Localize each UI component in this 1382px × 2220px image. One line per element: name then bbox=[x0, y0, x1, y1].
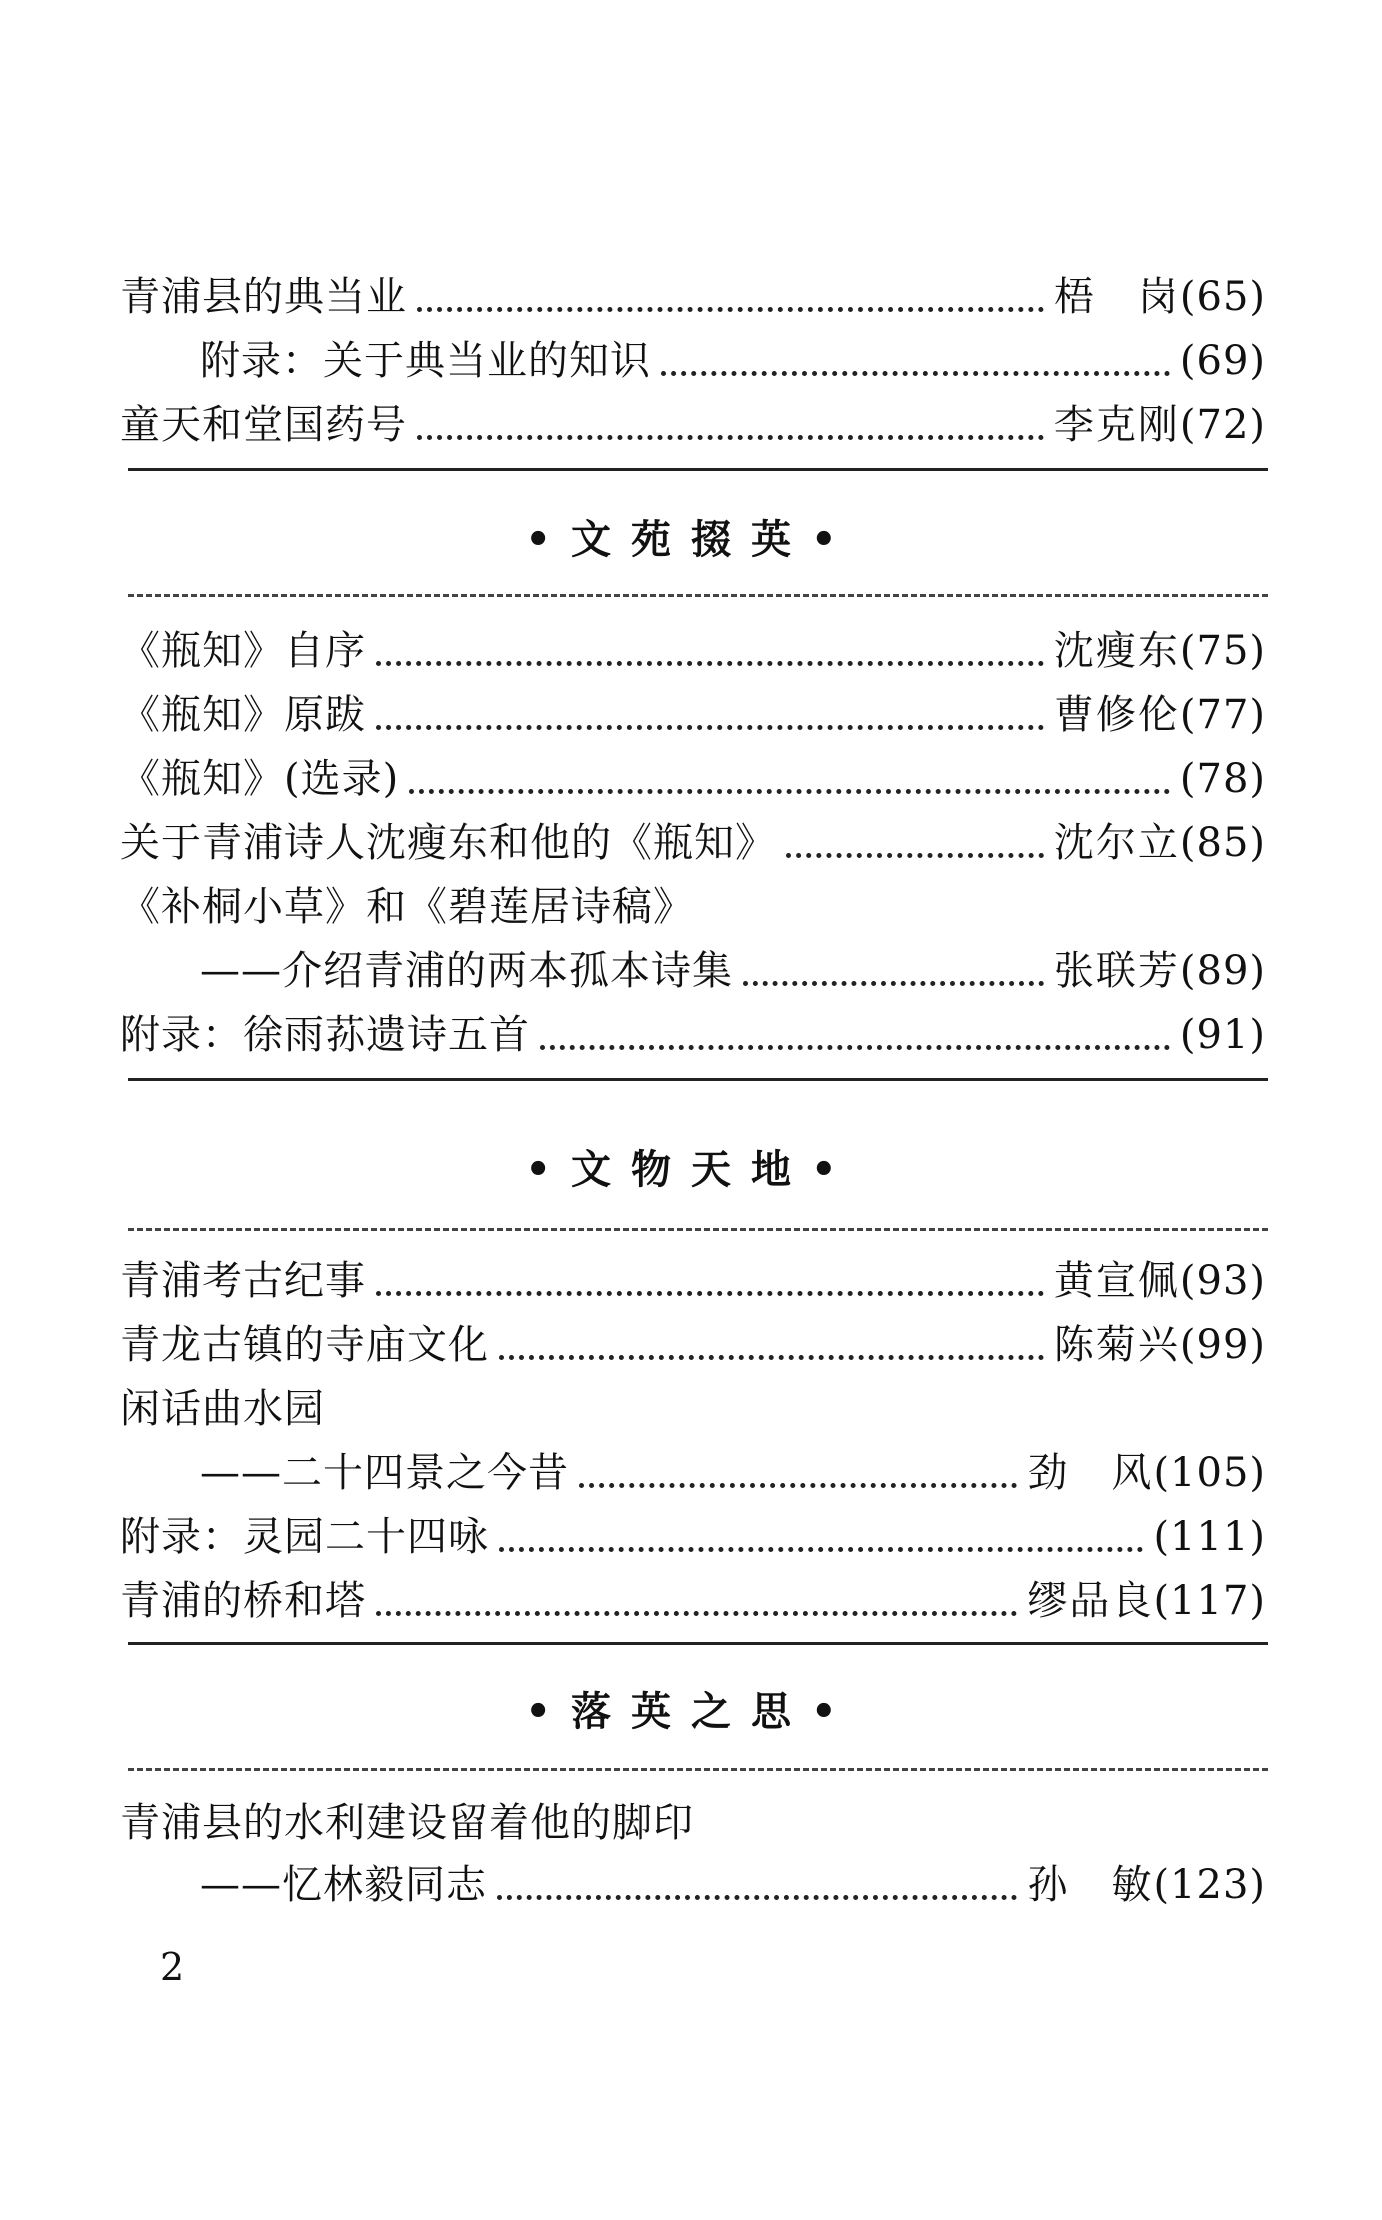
dot-leader bbox=[786, 853, 1044, 858]
section-rule bbox=[128, 1768, 1268, 1771]
entry-title: 关于青浦诗人沈瘦东和他的《瓶知》 bbox=[120, 820, 776, 866]
entry-title: 青浦县的水利建设留着他的脚印 bbox=[120, 1800, 694, 1846]
dot-leader bbox=[499, 1355, 1044, 1360]
toc-entry bbox=[120, 812, 1266, 874]
entry-author: 缪品良 bbox=[1027, 1578, 1154, 1624]
entry-page: (72) bbox=[1179, 402, 1266, 448]
entry-page: (89) bbox=[1179, 948, 1266, 994]
toc-entry bbox=[200, 1442, 1266, 1504]
dot-leader bbox=[497, 1895, 1017, 1900]
entry-title: 青浦县的典当业 bbox=[120, 274, 407, 320]
entry-title: 《瓶知》(选录) bbox=[120, 756, 400, 802]
entry-author: 张联芳 bbox=[1053, 948, 1180, 994]
section-heading-wenwu: •文物天地• bbox=[525, 1147, 857, 1193]
section-rule bbox=[128, 594, 1268, 597]
dot-leader bbox=[579, 1483, 1017, 1488]
entry-page: (93) bbox=[1179, 1258, 1266, 1304]
dot-leader bbox=[376, 1611, 1017, 1616]
toc-entry bbox=[120, 748, 1266, 810]
entry-title: 附录：灵园二十四咏 bbox=[120, 1514, 489, 1560]
toc-entry bbox=[120, 1570, 1266, 1632]
dot-leader bbox=[376, 1291, 1044, 1296]
entry-author: 沈尔立 bbox=[1053, 820, 1180, 866]
dot-leader bbox=[376, 725, 1044, 730]
entry-author: 劲 风 bbox=[1027, 1450, 1154, 1496]
entry-title: 附录：关于典当业的知识 bbox=[200, 338, 651, 384]
entry-title: 青龙古镇的寺庙文化 bbox=[120, 1322, 489, 1368]
section-rule bbox=[128, 1642, 1268, 1645]
dot-leader bbox=[376, 661, 1044, 666]
section-heading-wenyuan: •文苑掇英• bbox=[525, 517, 857, 563]
entry-title: 《瓶知》原跋 bbox=[120, 692, 366, 738]
entry-author: 陈菊兴 bbox=[1053, 1322, 1180, 1368]
page-number: 2 bbox=[160, 1945, 185, 1989]
toc-entry bbox=[120, 1314, 1266, 1376]
entry-subtitle: ——忆林毅同志 bbox=[200, 1862, 487, 1908]
entry-author: 黄宣佩 bbox=[1053, 1258, 1180, 1304]
entry-author: 曹修伦 bbox=[1053, 692, 1180, 738]
toc-entry bbox=[200, 1854, 1266, 1916]
section-rule bbox=[128, 1228, 1268, 1231]
entry-page: (111) bbox=[1153, 1514, 1266, 1560]
section-rule bbox=[128, 468, 1268, 471]
entry-author: 孙 敏 bbox=[1027, 1862, 1154, 1908]
entry-subtitle: ——二十四景之今昔 bbox=[200, 1450, 569, 1496]
toc-entry bbox=[120, 1506, 1266, 1568]
entry-author: 梧 岗 bbox=[1053, 274, 1180, 320]
dot-leader bbox=[661, 371, 1170, 376]
dot-leader bbox=[417, 435, 1044, 440]
entry-page: (78) bbox=[1179, 756, 1266, 802]
entry-title: 《瓶知》自序 bbox=[120, 628, 366, 674]
dot-leader bbox=[499, 1547, 1143, 1552]
entry-author: 沈瘦东 bbox=[1053, 628, 1180, 674]
dot-leader bbox=[417, 307, 1044, 312]
toc-entry bbox=[120, 620, 1266, 682]
entry-title: 青浦考古纪事 bbox=[120, 1258, 366, 1304]
entry-page: (99) bbox=[1179, 1322, 1266, 1368]
entry-title: 闲话曲水园 bbox=[120, 1386, 325, 1432]
toc-entry bbox=[120, 394, 1266, 456]
toc-entry bbox=[200, 940, 1266, 1002]
entry-page: (85) bbox=[1179, 820, 1266, 866]
toc-entry bbox=[120, 1250, 1266, 1312]
entry-page: (91) bbox=[1179, 1012, 1266, 1058]
entry-title: 《补桐小草》和《碧莲居诗稿》 bbox=[120, 884, 694, 930]
entry-page: (69) bbox=[1179, 338, 1266, 384]
toc-entry bbox=[120, 684, 1266, 746]
toc-entry bbox=[120, 266, 1266, 328]
section-heading-luoying: •落英之思• bbox=[525, 1689, 857, 1735]
entry-subtitle: ——介绍青浦的两本孤本诗集 bbox=[200, 948, 733, 994]
dot-leader bbox=[409, 789, 1170, 794]
entry-title: 童天和堂国药号 bbox=[120, 402, 407, 448]
entry-page: (75) bbox=[1179, 628, 1266, 674]
entry-title: 附录：徐雨荪遗诗五首 bbox=[120, 1012, 530, 1058]
entry-page: (105) bbox=[1153, 1450, 1266, 1496]
entry-page: (117) bbox=[1153, 1578, 1266, 1624]
entry-author: 李克刚 bbox=[1053, 402, 1180, 448]
entry-page: (77) bbox=[1179, 692, 1266, 738]
entry-page: (123) bbox=[1153, 1862, 1266, 1908]
section-rule bbox=[128, 1078, 1268, 1081]
toc-entry bbox=[120, 1004, 1266, 1066]
entry-page: (65) bbox=[1179, 274, 1266, 320]
dot-leader bbox=[743, 981, 1044, 986]
entry-title: 青浦的桥和塔 bbox=[120, 1578, 366, 1624]
toc-entry bbox=[200, 330, 1266, 392]
dot-leader bbox=[540, 1045, 1170, 1050]
